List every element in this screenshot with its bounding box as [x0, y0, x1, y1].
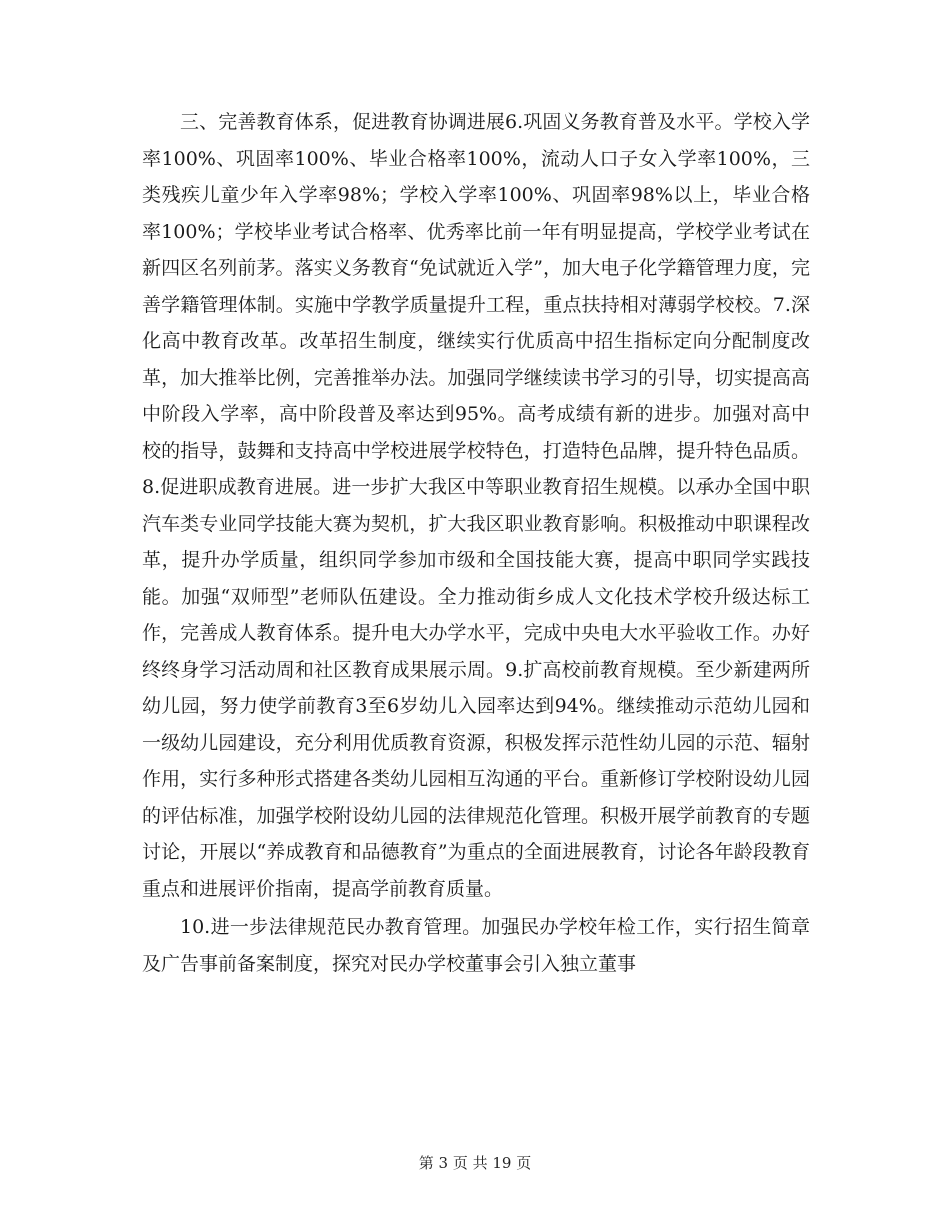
paragraph-education-system: 三、完善教育体系，促进教育协调进展6.巩固义务教育普及水平。学校入学率100%、巩固率100%、毕业合格率100%，流动人口子女入学率100%，三类残疾儿童少年入学率98%；学校入学率100%、巩固率98%以上，毕业合格率100%；学校毕业考试合格率、优秀率比前一年有明显提高，学校学业考试在新四区名列前茅。落实义务教育“免试就近入学”，加大电子化学籍管理力度，完善学籍管理体制。实施中学教学质量提升工程，重点扶持相对薄弱学校校。7.深化高中教育改革。改革招生制度，继续实行优质高中招生指标定向分配制度改革，加大推举比例，完善推举办法。加强同学继续读书学习的引导，切实提高高中阶段入学率，高中阶段普及率达到95%。高考成绩有新的进步。加强对高中校的指导，鼓舞和支持高中学校进展学校特色，打造特色品牌，提升特色品质。8.促进职成教育进展。进一步扩大我区中等职业教育招生规模。以承办全国中职汽车类专业同学技能大赛为契机，扩大我区职业教育影响。积极推动中职课程改革，提升办学质量，组织同学参加市级和全国技能大赛，提高中职同学实践技能。加强“双师型”老师队伍建设。全力推动街乡成人文化技术学校升级达标工作，完善成人教育体系。提升电大办学水平，完成中央电大水平验收工作。办好终终身学习活动周和社区教育成果展示周。9.扩高校前教育规模。至少新建两所幼儿园，努力使学前教育3至6岁幼儿入园率达到94%。继续推动示范幼儿园和一级幼儿园建设，充分利用优质教育资源，积极发挥示范性幼儿园的示范、辐射作用，实行多种形式搭建各类幼儿园相互沟通的平台。重新修订学校附设幼儿园的评估标准，加强学校附设幼儿园的法律规范化管理。积极开展学前教育的专题讨论，开展以“养成教育和品德教育”为重点的全面进展教育，讨论各年龄段教育重点和进展评价指南，提高学前教育质量。 — [142, 111, 810, 900]
paragraph-private-education: 10.进一步法律规范民办教育管理。加强民办学校年检工作，实行招生简章及广告事前备案制度，探究对民办学校董事会引入独立董事 — [142, 916, 810, 975]
page-footer: 第 3 页 共 19 页 — [418, 1154, 532, 1172]
body-text — [142, 104, 810, 982]
